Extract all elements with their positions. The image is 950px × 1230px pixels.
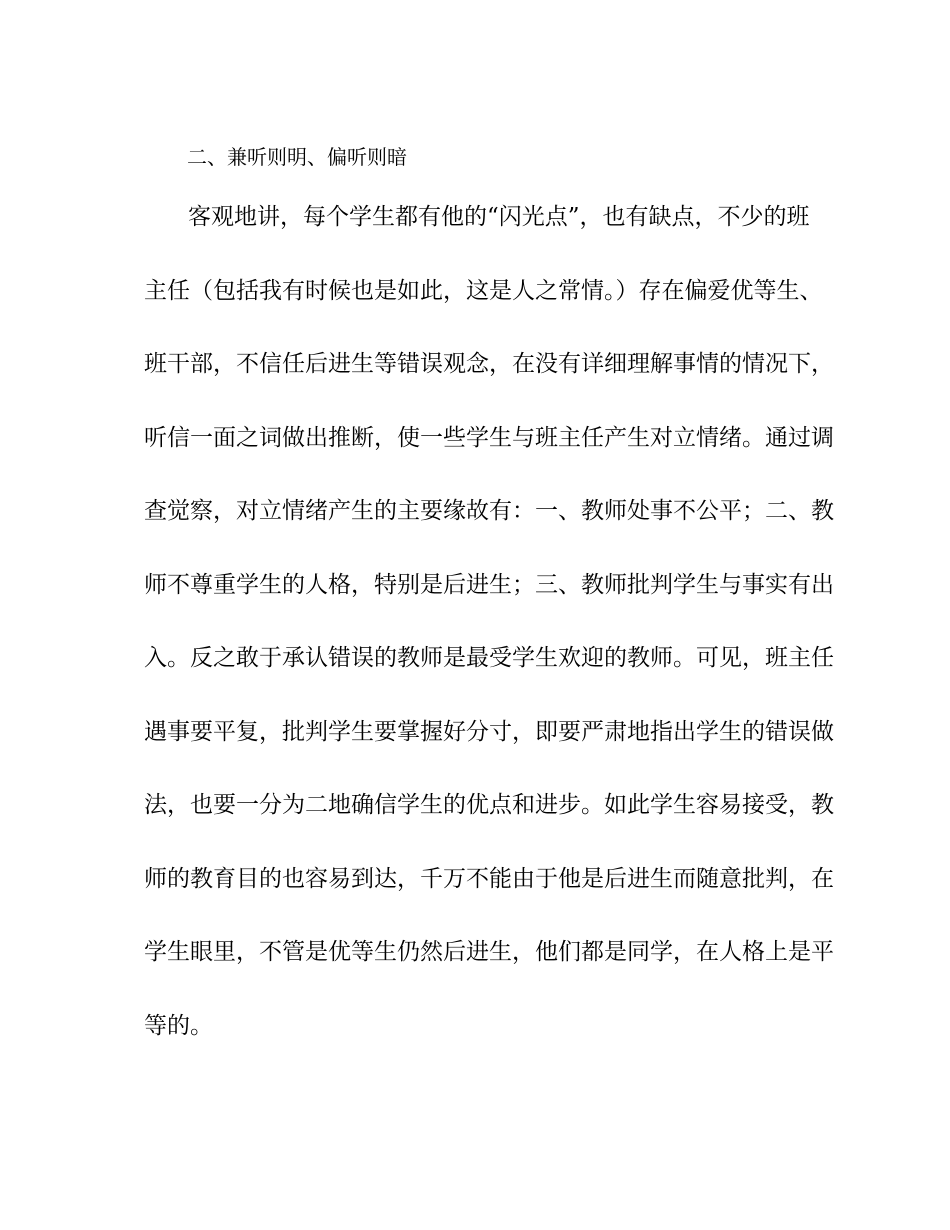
- paragraph-line: 听信一面之词做出推断，使一些学生与班主任产生对立情绪。通过调: [144, 424, 834, 451]
- section-heading: 二、兼听则明、偏听则暗: [187, 145, 407, 169]
- paragraph-line: 遇事要平复，批判学生要掌握好分寸，即要严肃地指出学生的错误做: [144, 718, 834, 745]
- paragraph-line: 师不尊重学生的人格，特别是后进生；三、教师批判学生与事实有出: [144, 571, 834, 598]
- paragraph-line: 客观地讲，每个学生都有他的“闪光点”，也有缺点，不少的班: [188, 204, 810, 230]
- paragraph-line: 查觉察，对立情绪产生的主要缘故有：一、教师处事不公平；二、教: [144, 498, 834, 524]
- paragraph: [144, 201, 834, 1083]
- paragraph-line: 等的。: [144, 1012, 213, 1039]
- paragraph-line: 法，也要一分为二地确信学生的优点和进步。如此学生容易接受，教: [144, 792, 834, 818]
- paragraph-line: 主任（包括我有时候也是如此，这是人之常情。）存在偏爱优等生、: [144, 277, 823, 304]
- paragraph-line: 师的教育目的也容易到达，千万不能由于他是后进生而随意批判，在: [144, 865, 834, 892]
- paragraph-line: 学生眼里，不管是优等生仍然后进生，他们都是同学，在人格上是平: [144, 939, 834, 965]
- paragraph-line: 班干部，不信任后进生等错误观念，在没有详细理解事情的情况下，: [144, 351, 834, 377]
- paragraph-line: 入。反之敢于承认错误的教师是最受学生欢迎的教师。可见，班主任: [144, 645, 834, 671]
